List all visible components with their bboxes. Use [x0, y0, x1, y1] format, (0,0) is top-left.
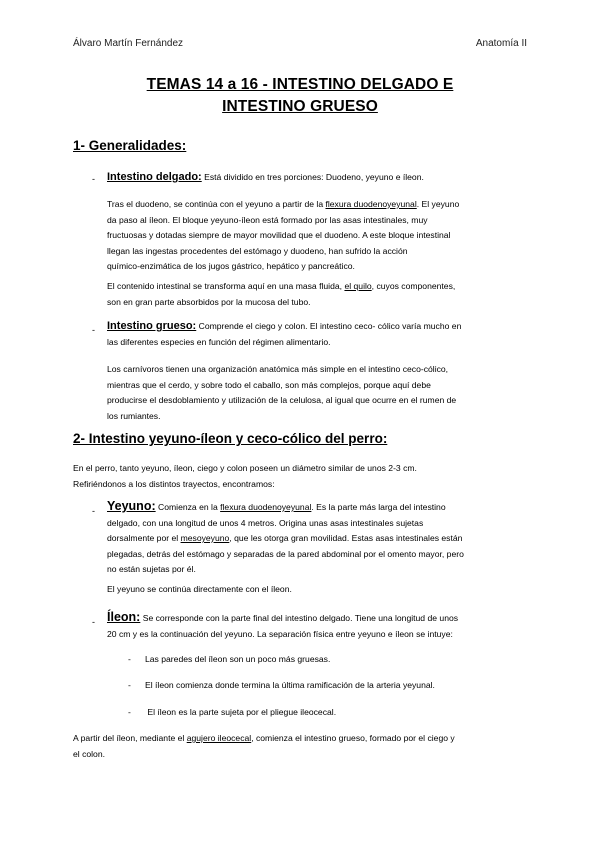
sub-bullet: -: [128, 707, 131, 717]
bullet: -: [92, 617, 95, 627]
paragraph-duodeno: [107, 197, 459, 275]
desc-intestino-delgado: Está dividido en tres porciones: Duodeno, yeyuno e íleon.: [201, 172, 424, 182]
text-line: fructuosas y dotadas siempre de mayor movilidad que el duodeno. A este bloque intestinal: [107, 230, 451, 240]
header-subject: Anatomía II: [475, 38, 527, 49]
text-line: Tras el duodeno, se continúa con el yeyuno a partir de la flexura duodenoyeyunal. El yeyuno: [107, 199, 460, 209]
term-ileon: Íleon:: [107, 610, 141, 624]
term-mesoyeyuno: mesoyeyuno: [180, 533, 230, 543]
text-line: los rumiantes.: [107, 410, 161, 421]
term-intestino-grueso: Intestino grueso:: [107, 320, 197, 332]
page-title-line2: INTESTINO GRUESO: [222, 98, 378, 115]
sub-item: El íleon es la parte sujeta por el pliegue ileocecal.: [145, 707, 337, 717]
term-flexura: flexura duodenoyeyunal: [325, 199, 417, 209]
bullet: -: [92, 325, 95, 335]
item-intestino-grueso: [107, 319, 461, 350]
paragraph-quilo: [107, 279, 455, 310]
term-intestino-delgado: Intestino delgado:: [107, 171, 202, 183]
sub-bullet: -: [128, 680, 131, 690]
text-line: A partir del íleon, mediante el agujero ileocecal, comienza el intestino grueso, formado por el ciego y: [73, 733, 455, 743]
text-line: El contenido intestinal se transforma aquí en una masa fluida, el quilo, cuyos componentes,: [107, 281, 456, 291]
text-line: mientras que el cerdo, y sobre todo el caballo, son más complejos, porque aquí debe: [107, 379, 431, 390]
bullet: -: [92, 174, 95, 184]
text-line: son en gran parte absorbidos por la mucosa del tubo.: [107, 296, 311, 307]
section2-heading: 2- Intestino yeyuno-íleon y ceco-cólico del perro:: [73, 431, 388, 446]
text-line: 20 cm y es la continuación del yeyuno. La separación física entre yeyuno e íleon se intuye:: [107, 628, 453, 639]
text-line: químico-enzimática de los jugos gástrico, hepático y pancreático.: [107, 261, 355, 271]
text-line: dorsalmente por el mesoyeyuno, que les otorga gran movilidad. Estas asas intestinales están: [107, 533, 463, 543]
text-line: Los carnívoros tienen una organización anatómica más simple en el intestino ceco-cólico,: [107, 364, 449, 374]
text-line: Yeyuno: Comienza en la flexura duodenoyeyunal. Es la parte más larga del intestino: [107, 499, 446, 513]
text-line: el colon.: [73, 748, 106, 759]
text-line: producirse el desdoblamiento y utilización de la celulosa, al igual que ocurre en el rumen de: [107, 395, 457, 405]
paragraph-intro: [73, 461, 417, 492]
text-line: delgado, con una longitud de unos 4 metros. Origina unas asas intestinales sujetas: [107, 517, 424, 528]
text-line: Íleon: Se corresponde con la parte final del intestino delgado. Tiene una longitud de unos: [107, 610, 459, 624]
paragraph-yeyuno-ileon: El yeyuno se continúa directamente con el íleon.: [107, 584, 292, 594]
term-agujero-ileocecal: agujero ileocecal: [186, 733, 252, 743]
text-line: Intestino grueso: Comprende el ciego y colon. El intestino ceco- cólico varía mucho en: [107, 320, 462, 332]
text-line: llegan las ingestas procedentes del estómago y duodeno, han sufrido la acción: [107, 245, 408, 256]
sub-bullet: -: [128, 654, 131, 664]
term-yeyuno: Yeyuno:: [107, 499, 156, 513]
text-line: En el perro, tanto yeyuno, íleon, ciego y colon poseen un diámetro similar de unos 2-3 cm.: [73, 463, 417, 473]
text-line: no están sujetas por él.: [107, 564, 196, 574]
text-line: da paso al íleon. El bloque yeyuno-íleon está formado por las asas intestinales, muy: [107, 214, 428, 225]
text-line: Refiriéndonos a los distintos trayectos, encontramos:: [73, 478, 275, 489]
section1-heading: 1- Generalidades:: [73, 138, 187, 153]
text-line: las diferentes especies en función del régimen alimentario.: [107, 336, 331, 347]
sub-item: El íleon comienza donde termina la última ramificación de la arteria yeyunal.: [145, 680, 435, 690]
sub-item: Las paredes del íleon son un poco más gruesas.: [145, 654, 331, 664]
page-title-line1: TEMAS 14 a 16 - INTESTINO DELGADO E: [146, 76, 454, 93]
text-line: plegadas, detrás del estómago y separadas de la pared abdominal por el omento mayor, pero: [107, 548, 464, 559]
header-author: Álvaro Martín Fernández: [73, 38, 184, 49]
bullet: -: [92, 506, 95, 516]
item-intestino-delgado: [107, 170, 424, 186]
item-ileon: [107, 610, 458, 642]
term-quilo: el quilo: [344, 281, 372, 291]
item-yeyuno: [107, 499, 464, 578]
paragraph-closing: [73, 731, 455, 762]
term-flexura: flexura duodenoyeyunal: [220, 502, 312, 512]
paragraph-carnivoros: [107, 362, 456, 424]
